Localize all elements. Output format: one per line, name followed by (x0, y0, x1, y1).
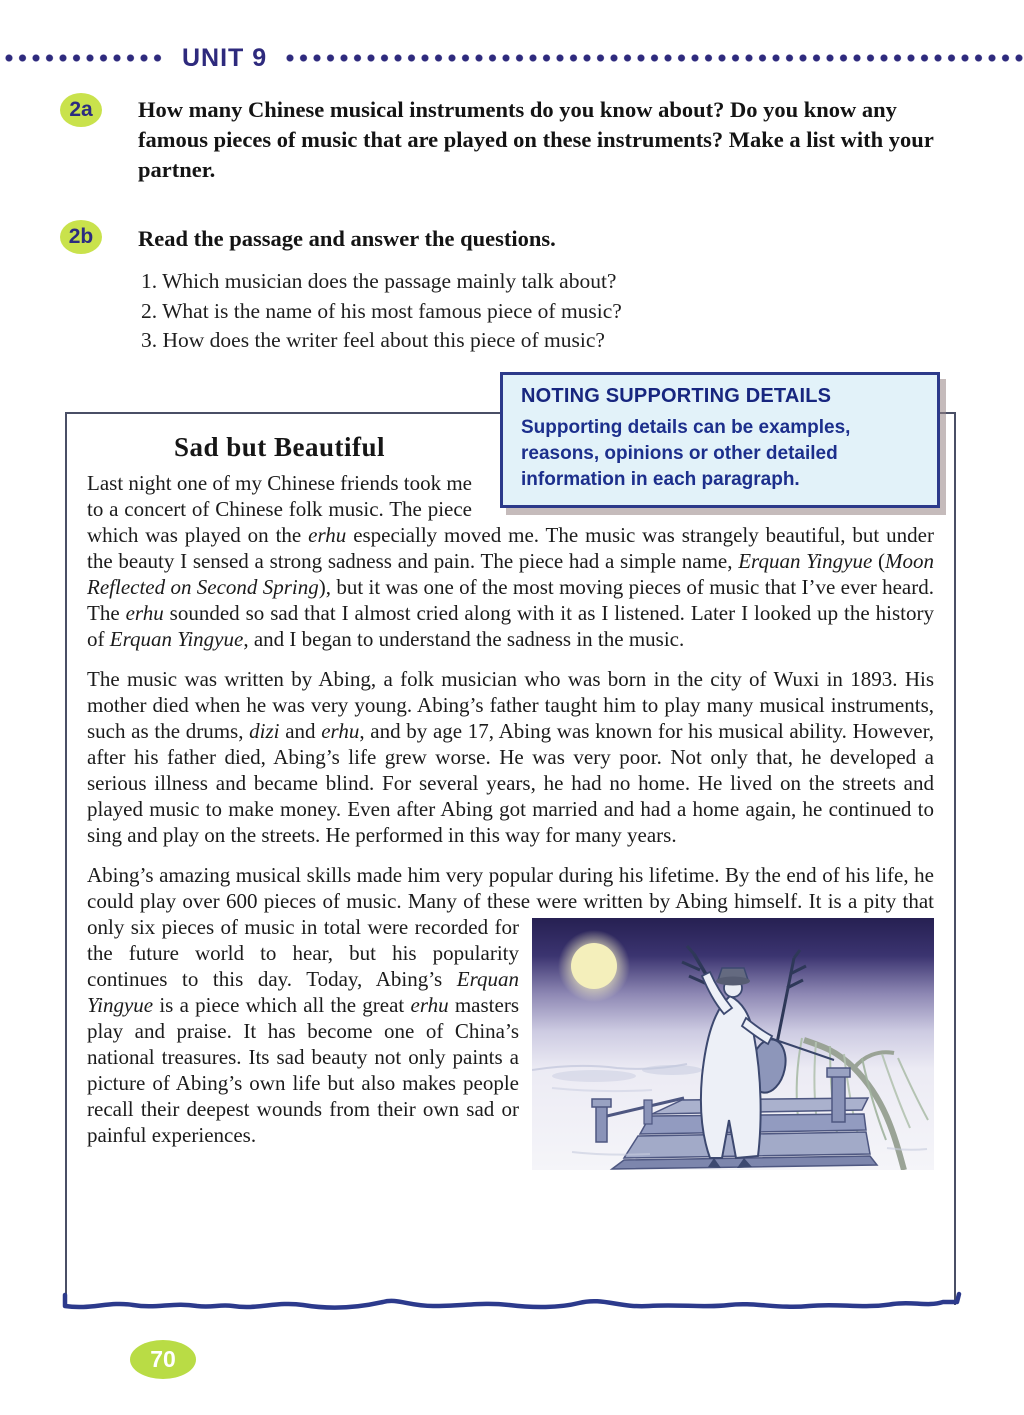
erhu-player-illustration (532, 918, 934, 1170)
unit-header (4, 43, 1024, 72)
question-1: 1. Which musician does the passage mainly talk about? (141, 269, 617, 293)
activity-2a-instruction: How many Chinese musical instruments do you know about? Do you know any famous pieces of music that are played on these instruments? Make a list with your partner. (138, 97, 934, 182)
dotted-rule-left (4, 53, 164, 63)
dotted-rule-right (285, 53, 1024, 63)
passage-title: Sad but Beautiful (173, 432, 386, 462)
question-list (141, 267, 841, 356)
passage-paragraph-1: Last night one of my Chinese friends took me to a concert of Chinese folk music. The piece which was played on the erhu especially moved me. The music was strangely beautiful, but under the beauty I sensed a strong sadness and pain. The piece had a simple name, Erquan Yingyue (Moon Reflected on Second Spring), but it was one of the most moving pieces of music that I’ve ever heard. The erhu sounded so sad that I almost cried along with it as I listened. Later I looked up the history of Erquan Yingyue, and I began to understand the sadness in the music. (87, 471, 935, 651)
strategy-box (500, 372, 940, 508)
hand-drawn-bottom-border (61, 1291, 963, 1317)
activity-2b-badge: 2b (60, 220, 102, 254)
moon (571, 943, 617, 989)
activity-2b-instruction: Read the passage and answer the questions. (138, 226, 556, 251)
strategy-box-title: NOTING SUPPORTING DETAILS (521, 385, 832, 407)
page-number-badge: 70 (130, 1340, 196, 1379)
unit-title: UNIT 9 (182, 43, 268, 72)
question-3: 3. How does the writer feel about this piece of music? (141, 328, 605, 352)
strategy-box-body: Supporting details can be examples, reasons, opinions or other detailed information in each paragraph. (521, 417, 851, 490)
question-2: 2. What is the name of his most famous piece of music? (141, 298, 622, 323)
passage-paragraph-3 (87, 862, 934, 1148)
passage-paragraph-3-part1: Abing’s amazing musical skills made him very popular during his lifetime. By the end of his life, he could play over 600 pieces of music. Many of these were written by Abing himself. It is a pity that only six pieces of music in total were recorded for (87, 863, 934, 939)
reading-passage-box (65, 412, 956, 1305)
activity-2a-badge: 2a (60, 93, 102, 127)
passage-paragraph-3-part2: the future world to hear, but his popularity continues to this day. Today, Abing’s Erquan Yingyue is a piece which all the great erhu masters play and praise. It has become one of China’s national treasures. Its sad beauty not only paints a picture of Abing’s own life but also makes people recall their deepest wounds from their own sad or painful experiences. (87, 941, 520, 1147)
passage-paragraph-2: The music was written by Abing, a folk musician who was born in the city of Wuxi in 1893. His mother died when he was very young. Abing’s father taught him to play many musical instruments, such as the drums, dizi and erhu, and by age 17, Abing was known for his musical ability. However, after his father died, Abing’s life grew worse. He was very poor. Not only that, he developed a serious illness and became blind. For several years, he had no home. He lived on the streets and played music to make money. Even after Abing got married and had a home again, he continued to sing and play on the streets. He performed in this way for many years. (87, 667, 934, 847)
